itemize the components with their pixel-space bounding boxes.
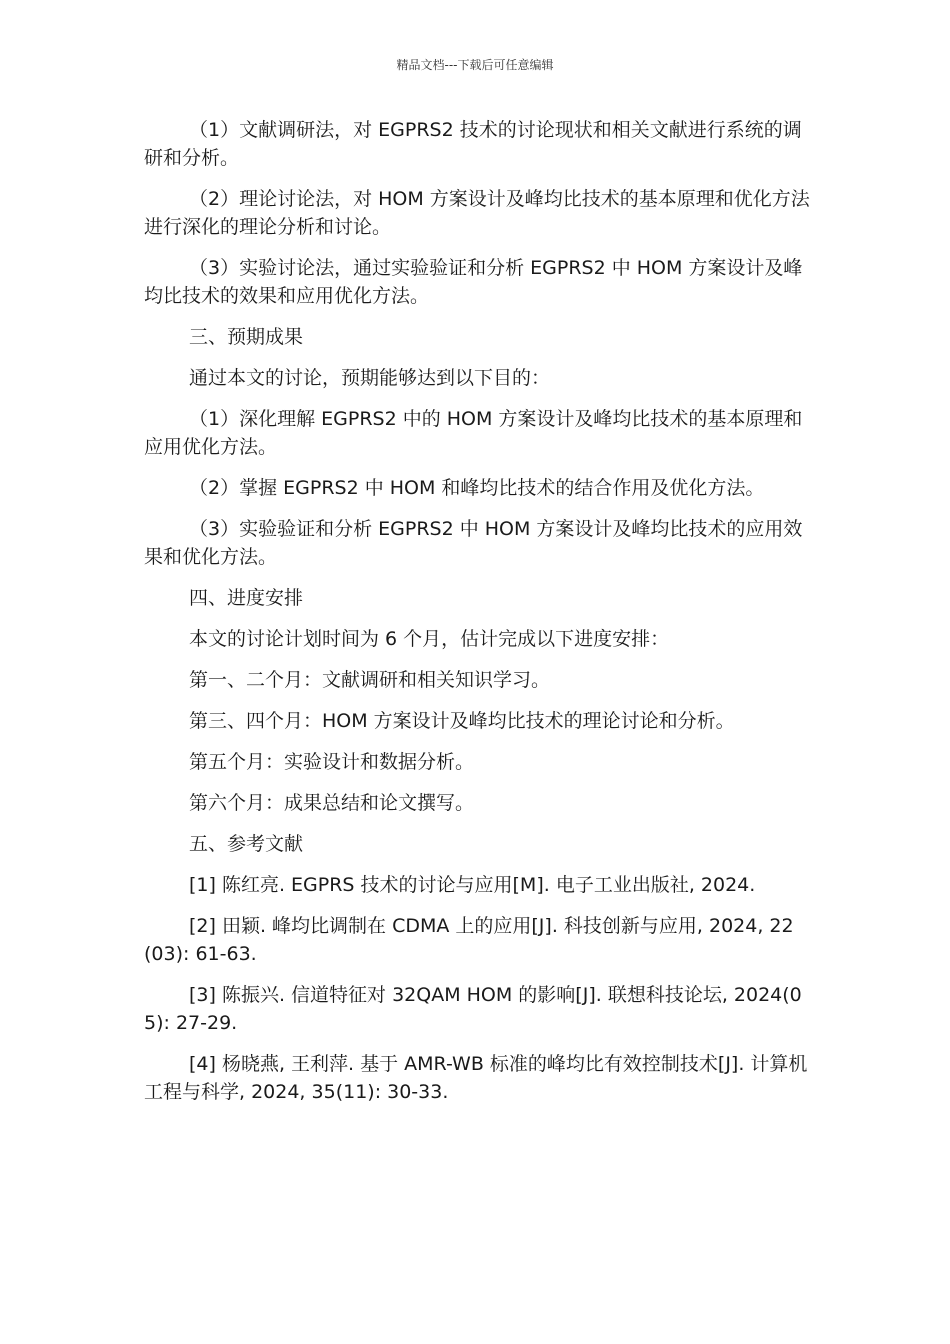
document-body [144,116,812,1119]
expected-result-item: （1）深化理解 EGPRS2 中的 HOM 方案设计及峰均比技术的基本原理和应用优化方法。 [144,408,803,458]
method-experimental-discussion: （3）实验讨论法，通过实验验证和分析 EGPRS2 中 HOM 方案设计及峰均比技术的效果和应用优化方法。 [144,257,803,307]
schedule-item: 第三、四个月：HOM 方案设计及峰均比技术的理论讨论和分析。 [189,710,735,732]
method-theoretical-discussion: （2）理论讨论法，对 HOM 方案设计及峰均比技术的基本原理和优化方法进行深化的理论分析和讨论。 [144,188,810,238]
section-heading-references: 五、参考文献 [189,833,304,855]
section-heading-expected-results: 三、预期成果 [189,326,304,348]
expected-result-item: （2）掌握 EGPRS2 中 HOM 和峰均比技术的结合作用及优化方法。 [189,477,765,499]
reference-item: [2] 田颖. 峰均比调制在 CDMA 上的应用[J]. 科技创新与应用, 2024, 22(03): 61-63. [144,915,794,965]
page-header: 精品文档---下载后可任意编辑 [396,58,554,72]
schedule-intro: 本文的讨论计划时间为 6 个月，估计完成以下进度安排： [189,628,670,650]
expected-result-item: （3）实验验证和分析 EGPRS2 中 HOM 方案设计及峰均比技术的应用效果和优化方法。 [144,518,803,568]
reference-item: [4] 杨晓燕, 王利萍. 基于 AMR-WB 标准的峰均比有效控制技术[J]. 计算机工程与科学, 2024, 35(11): 30-33. [144,1053,808,1103]
expected-results-intro: 通过本文的讨论，预期能够达到以下目的： [189,367,551,389]
schedule-item: 第六个月：成果总结和论文撰写。 [189,792,475,814]
schedule-item: 第一、二个月：文献调研和相关知识学习。 [189,669,551,691]
section-heading-schedule: 四、进度安排 [189,587,304,609]
reference-item: [3] 陈振兴. 信道特征对 32QAM HOM 的影响[J]. 联想科技论坛, 2024(05): 27-29. [144,984,802,1034]
method-literature-review: （1）文献调研法，对 EGPRS2 技术的讨论现状和相关文献进行系统的调研和分析。 [144,119,802,169]
schedule-item: 第五个月：实验设计和数据分析。 [189,751,475,773]
reference-item: [1] 陈红亮. EGPRS 技术的讨论与应用[M]. 电子工业出版社, 2024. [189,874,756,896]
